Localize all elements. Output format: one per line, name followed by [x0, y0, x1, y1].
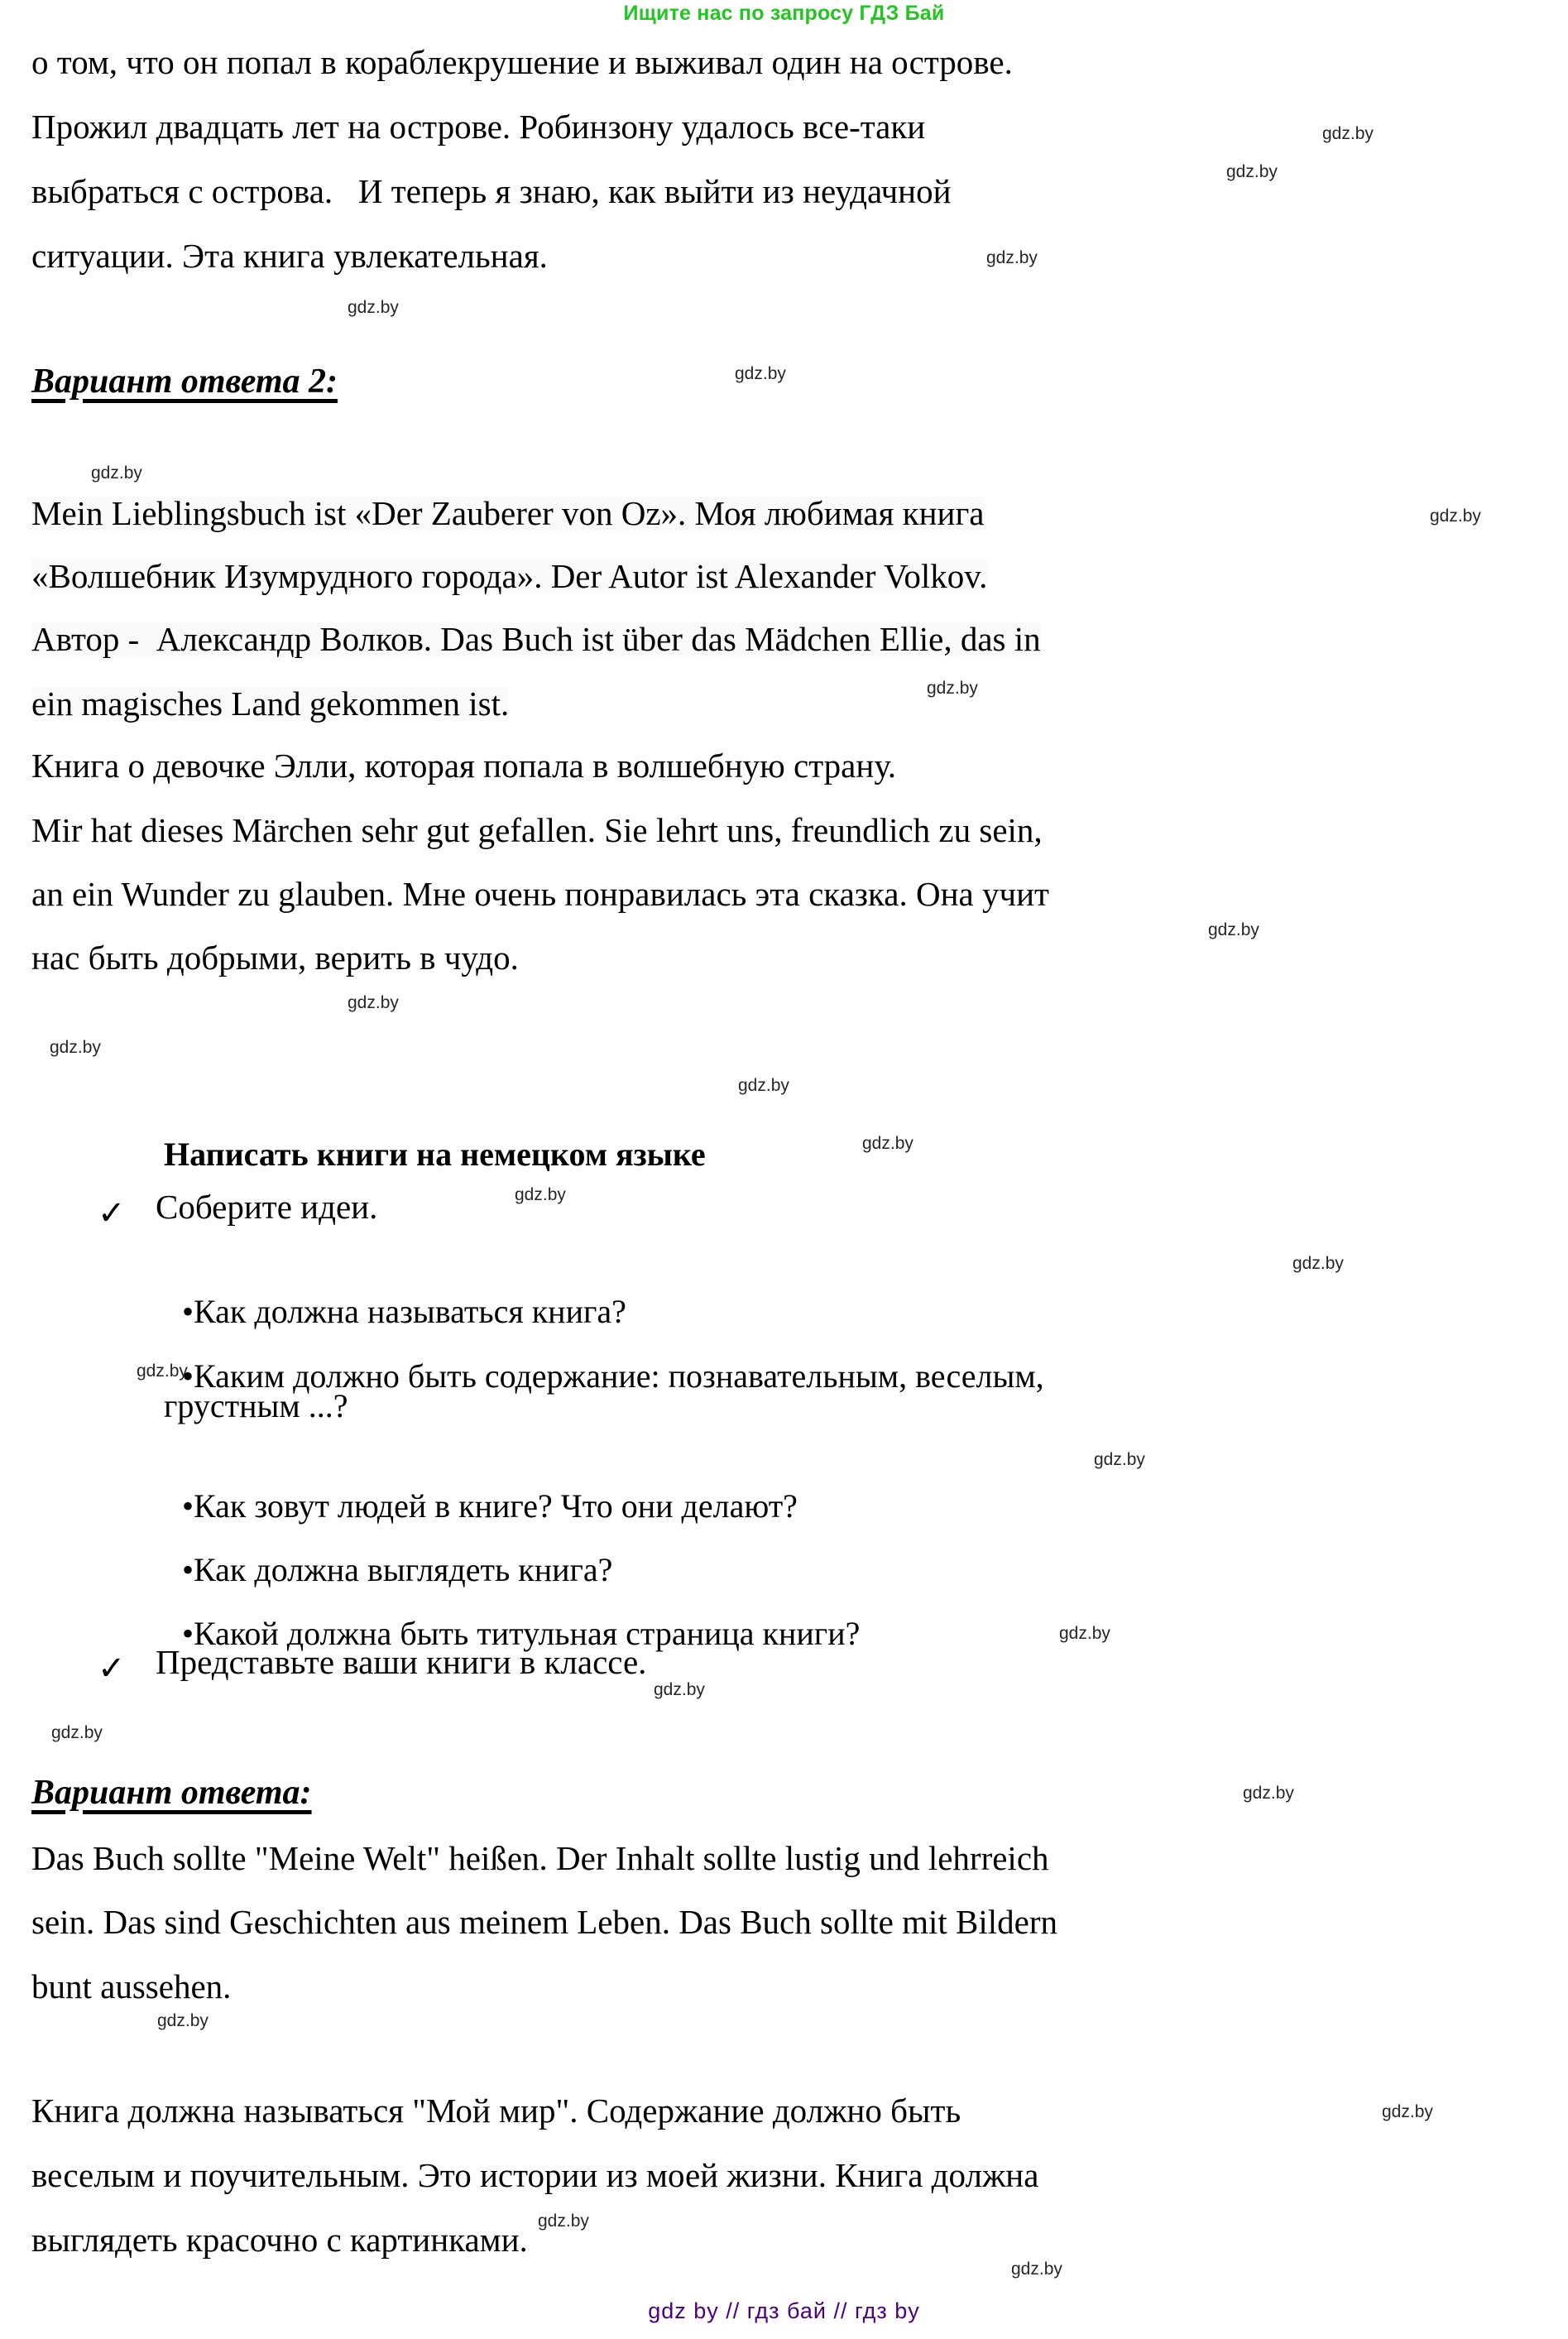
bullet-icon-1: •: [182, 1293, 194, 1330]
watermark-4: gdz.by: [735, 364, 786, 383]
paragraph-4-line-2: веселым и поучительным. Это истории из моей жизни. Книга должна: [31, 2156, 1039, 2194]
watermark-12: gdz.by: [862, 1134, 913, 1153]
watermark-3: gdz.by: [348, 298, 399, 317]
bullet-icon-5: •: [182, 1615, 194, 1652]
watermark-0: gdz.by: [1322, 124, 1374, 143]
watermark-24: gdz.by: [1011, 2260, 1062, 2279]
bullet-icon-4: •: [182, 1551, 194, 1588]
watermark-19: gdz.by: [51, 1723, 103, 1742]
paragraph-4-line-3: выглядеть красочно с картинками.: [31, 2221, 528, 2259]
watermark-21: gdz.by: [157, 2011, 209, 2030]
watermark-7: gdz.by: [927, 679, 978, 698]
watermark-22: gdz.by: [1382, 2102, 1433, 2121]
checkmark-icon-2: ✓: [98, 1650, 126, 1688]
paragraph-2-line-6: Mir hat dieses Märchen sehr gut gefallen. Sie lehrt uns, freundlich zu sein,: [31, 811, 1043, 849]
paragraph-1-line-1: о том, что он попал в кораблекрушение и выживал один на острове.: [31, 43, 1013, 81]
paragraph-2-line-2: «Волшебник Изумрудного города». Der Autor ist Alexander Volkov.: [31, 557, 988, 595]
task-item-6-label: Какой должна быть титульная страница книги?: [194, 1615, 861, 1652]
paragraph-1-line-3: выбраться с острова. И теперь я знаю, как выйти из неудачной: [31, 172, 952, 210]
heading-variant-2: Вариант ответа 2:: [31, 363, 338, 401]
watermark-1: gdz.by: [1226, 162, 1278, 181]
paragraph-2-line-7: an ein Wunder zu glauben. Мне очень понравилась эта сказка. Она учит: [31, 875, 1049, 913]
bullet-icon-2: •: [182, 1357, 194, 1395]
watermark-10: gdz.by: [50, 1038, 101, 1057]
paragraph-3-line-1: Das Buch sollte "Meine Welt" heißen. Der Inhalt sollte lustig und lehrreich: [31, 1839, 1049, 1877]
site-header-banner: Ищите нас по запросу ГДЗ Бай: [623, 2, 945, 25]
heading-variant: Вариант ответа:: [31, 1774, 312, 1812]
paragraph-2-line-5: Книга о девочке Элли, которая попала в волшебную страну.: [31, 747, 896, 785]
watermark-17: gdz.by: [1059, 1624, 1110, 1643]
task-item-2-label: Каким должно быть содержание: познавательным, веселым,: [194, 1357, 1044, 1395]
watermark-5: gdz.by: [91, 463, 142, 483]
paragraph-3-line-3: bunt aussehen.: [31, 1967, 232, 2005]
watermark-2: gdz.by: [986, 248, 1038, 267]
watermark-14: gdz.by: [1292, 1254, 1344, 1273]
paragraph-4-line-1: Книга должна называться "Мой мир". Содержание должно быть: [31, 2092, 961, 2130]
watermark-8: gdz.by: [1208, 920, 1259, 939]
checkmark-icon-1: ✓: [98, 1194, 126, 1232]
task-title: Написать книги на немецком языке: [164, 1136, 706, 1173]
watermark-15: gdz.by: [137, 1362, 188, 1381]
paragraph-2-line-8: нас быть добрыми, верить в чудо.: [31, 939, 519, 977]
paragraph-1-line-4: ситуации. Эта книга увлекательная.: [31, 237, 548, 275]
task-item-4-label: Как зовут людей в книге? Что они делают?: [194, 1487, 798, 1525]
bullet-icon-3: •: [182, 1487, 194, 1525]
paragraph-3-line-2: sein. Das sind Geschichten aus meinem Leben. Das Buch sollte mit Bildern: [31, 1903, 1057, 1941]
watermark-13: gdz.by: [515, 1185, 566, 1204]
watermark-18: gdz.by: [654, 1680, 705, 1699]
task-item-content-question-cont: грустным ...?: [164, 1387, 348, 1424]
watermark-9: gdz.by: [348, 993, 399, 1012]
site-footer-banner: gdz by // гдз бай // гдз by: [648, 2298, 920, 2323]
watermark-16: gdz.by: [1094, 1450, 1145, 1469]
task-item-1-label: Как должна называться книга?: [194, 1293, 626, 1330]
paragraph-2-line-4: ein magisches Land gekommen ist.: [31, 684, 510, 723]
paragraph-2-line-1: Mein Lieblingsbuch ist «Der Zauberer von Oz». Моя любимая книга: [31, 494, 985, 532]
paragraph-1-line-2: Прожил двадцать лет на острове. Робинзону удалось все-таки: [31, 108, 926, 146]
task-item-5-label: Как должна выглядеть книга?: [194, 1551, 613, 1588]
task-item-present-books: Представьте ваши книги в классе.: [156, 1643, 647, 1681]
paragraph-2-line-3: Автор - Александр Волков. Das Buch ist über das Mädchen Ellie, das in: [31, 620, 1041, 658]
watermark-23: gdz.by: [538, 2212, 589, 2231]
watermark-20: gdz.by: [1243, 1784, 1294, 1803]
task-item-gather-ideas: Соберите идеи.: [156, 1188, 378, 1226]
watermark-11: gdz.by: [738, 1076, 789, 1095]
watermark-6: gdz.by: [1430, 507, 1481, 526]
